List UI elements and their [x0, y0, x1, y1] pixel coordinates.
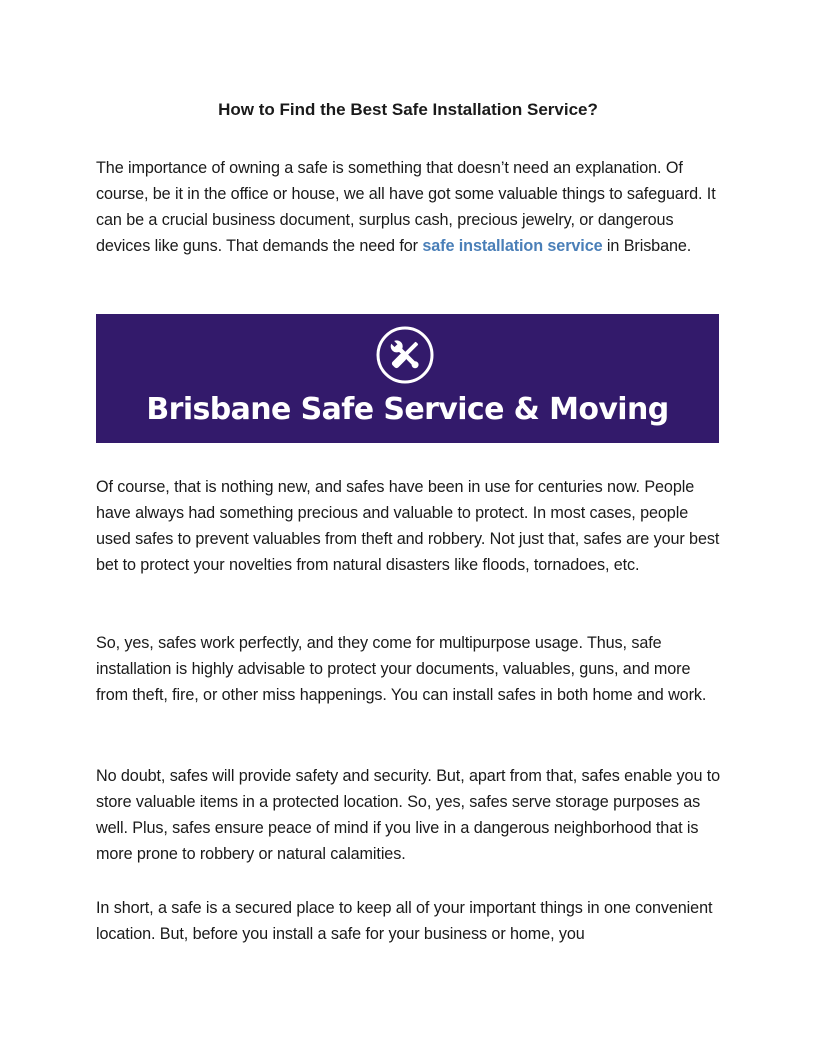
brand-banner	[96, 314, 719, 443]
tools-icon	[376, 326, 434, 384]
safe-installation-service-link[interactable]: safe installation service	[422, 237, 603, 255]
banner-title: Brisbane Safe Service & Moving	[146, 392, 669, 427]
body-paragraph-2: So, yes, safes work perfectly, and they come for multipurpose usage. Thus, safe installation is highly advisable to protect your documents, valuables, guns, and more from theft, fire, or other miss happenings. You can install safes in both home and work.	[96, 634, 707, 704]
intro-text-after-link: in Brisbane.	[602, 237, 692, 255]
intro-paragraph	[96, 155, 721, 259]
body-paragraph-3: No doubt, safes will provide safety and security. But, apart from that, safes enable you to store valuable items in a protected location. So, yes, safes serve storage purposes as well. Plus, safes ensure peace of mind if you live in a dangerous neighborhood that is more prone to robbery or natural calamities.	[96, 767, 721, 863]
body-paragraph-1: Of course, that is nothing new, and safes have been in use for centuries now. People have always had something precious and valuable to protect. In most cases, people used safes to prevent valuables from theft and robbery. Not just that, safes are your best bet to protect your novelties from natural disasters like floods, tornadoes, etc.	[96, 478, 720, 574]
intro-text-before-link: The importance of owning a safe is something that doesn’t need an explanation. Of course, be it in the office or house, we all have got some valuable things to safeguard. It can be a crucial business document, surplus cash, precious jewelry, or dangerous devices like guns. That demands the need for	[96, 159, 716, 255]
body-paragraph-4: In short, a safe is a secured place to keep all of your important things in one convenient location. But, before you install a safe for your business or home, you	[96, 899, 713, 943]
document-title: How to Find the Best Safe Installation Service?	[218, 100, 598, 119]
